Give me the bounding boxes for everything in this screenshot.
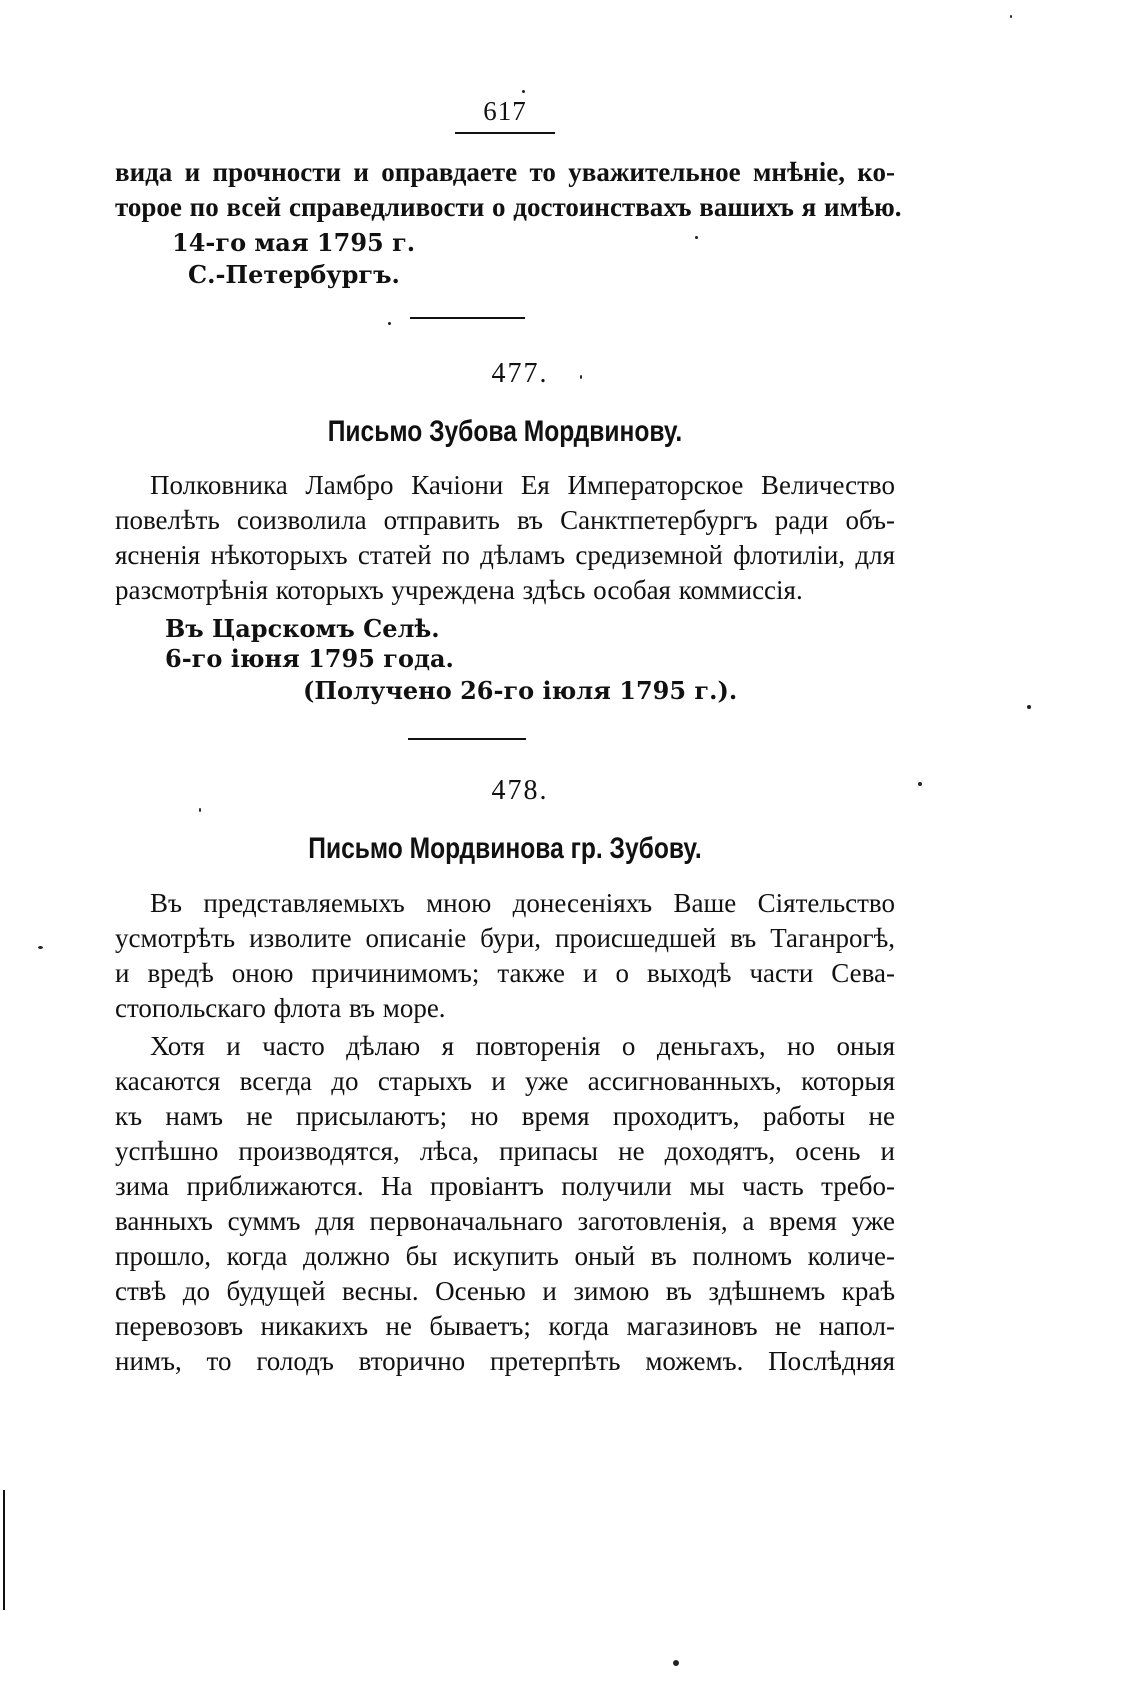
doc477-received-note: (Получено 26-го іюля 1795 г.). xyxy=(303,676,738,705)
carryover-line: вида и прочности и оправдаете то уважительное мнѣніе, ко- xyxy=(115,157,895,187)
page-number-underline xyxy=(455,132,555,134)
carryover-line: торое по всей справедливости о достоинствахъ вашихъ я имѣю. xyxy=(115,192,902,222)
scan-speck xyxy=(580,375,582,379)
carryover-place: С.-Петербургъ. xyxy=(188,260,400,289)
scan-speck xyxy=(388,322,391,325)
doc478-paragraph2-line: касаются всегда до старыхъ и уже ассигнованныхъ, которыя xyxy=(115,1066,895,1096)
doc477-line: повелѣть соизволила отправить въ Санктпетербургъ ради объ- xyxy=(115,505,895,535)
doc478-paragraph1-line: усмотрѣть изволите описаніе бури, происшедшей въ Таганрогѣ, xyxy=(115,923,895,953)
section-divider xyxy=(410,317,525,319)
scan-speck xyxy=(1027,705,1031,709)
section-divider xyxy=(408,738,526,740)
scan-edge-mark xyxy=(3,1490,5,1610)
doc478-paragraph2-line: къ намъ не присылаютъ; но время проходитъ, работы не xyxy=(115,1101,895,1131)
scan-speck xyxy=(38,946,43,949)
page-number: 617 xyxy=(483,96,527,126)
scan-speck xyxy=(522,90,525,93)
document-number-477: 477. xyxy=(491,358,549,389)
doc477-line: Полковника Ламбро Качіони Ея Императорское Величество xyxy=(150,470,895,500)
doc478-paragraph1-line: Въ представляемыхъ мною донесеніяхъ Ваше Сіятельство xyxy=(150,888,895,918)
scan-speck xyxy=(673,1660,679,1666)
doc477-place: Въ Царскомъ Селѣ. xyxy=(165,614,440,643)
scan-speck xyxy=(199,808,201,812)
scan-speck xyxy=(695,236,698,239)
scan-speck xyxy=(918,782,922,786)
document-title-477: Письмо Зубова Мордвинову. xyxy=(327,415,683,448)
document-number-478: 478. xyxy=(491,775,549,806)
doc478-paragraph2-line: прошло, когда должно бы искупить оный въ полномъ количе- xyxy=(115,1241,895,1271)
doc478-paragraph2-line: нимъ, то голодъ вторично претерпѣть можемъ. Послѣдняя xyxy=(115,1346,895,1376)
doc477-date: 6-го іюня 1795 года. xyxy=(165,644,454,673)
doc477-line: ясненія нѣкоторыхъ статей по дѣламъ средиземной флотиліи, для xyxy=(115,540,895,570)
doc478-paragraph1-line: и вредѣ оною причинимомъ; также и о выходѣ части Сева- xyxy=(115,958,895,988)
doc478-paragraph2-line: ствѣ до будущей весны. Осенью и зимою въ здѣшнемъ краѣ xyxy=(115,1276,895,1306)
doc478-paragraph2-line: зима приближаются. На провіантъ получили мы часть требо- xyxy=(115,1171,895,1201)
document-title-478: Письмо Мордвинова гр. Зубову. xyxy=(308,832,702,865)
doc478-paragraph2-line: успѣшно производятся, лѣса, припасы не доходятъ, осень и xyxy=(115,1136,895,1166)
doc478-paragraph1-line: стопольскаго флота въ море. xyxy=(115,993,446,1023)
doc478-paragraph2-line: Хотя и часто дѣлаю я повторенія о деньгахъ, но оныя xyxy=(150,1031,895,1061)
carryover-date: 14-го мая 1795 г. xyxy=(172,228,416,257)
doc477-line: разсмотрѣнія которыхъ учреждена здѣсь особая коммиссія. xyxy=(115,575,803,605)
scan-speck xyxy=(1010,15,1012,18)
doc478-paragraph2-line: ванныхъ суммъ для первоначальнаго заготовленія, а время уже xyxy=(115,1206,895,1236)
doc478-paragraph2-line: перевозовъ никакихъ не бываетъ; когда магазиновъ не напол- xyxy=(115,1311,895,1341)
